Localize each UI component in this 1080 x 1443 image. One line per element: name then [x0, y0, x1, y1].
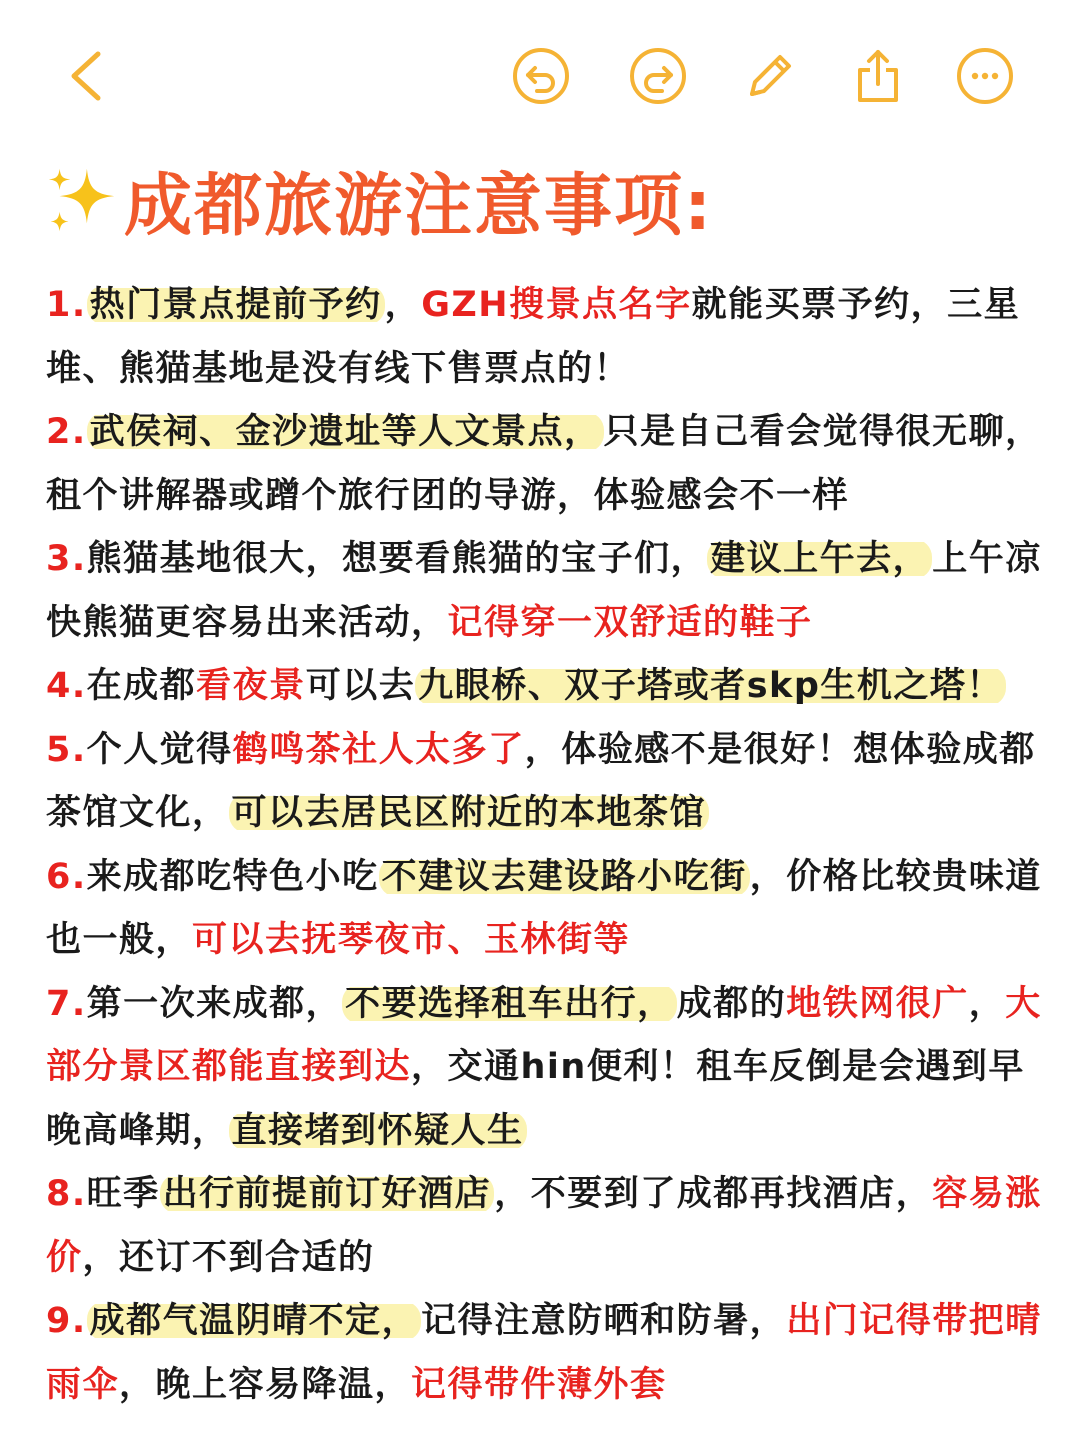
- back-chevron-icon[interactable]: [58, 46, 118, 106]
- tip-text: 上午凉快熊猫更容易出来活动，: [46, 539, 1042, 643]
- highlighted-text: 直接堵到怀疑人生: [229, 1111, 527, 1151]
- redo-icon[interactable]: [628, 46, 688, 106]
- tip-item: [46, 401, 1046, 528]
- title-text: 成都旅游注意事项:: [124, 166, 714, 246]
- highlighted-text: 不建议去建设路小吃街: [379, 857, 750, 897]
- undo-icon[interactable]: [511, 46, 571, 106]
- highlighted-text: 可以去居民区附近的本地茶馆: [229, 793, 710, 833]
- highlighted-text: 成都气温阴晴不定，: [87, 1301, 422, 1341]
- more-icon[interactable]: [955, 46, 1015, 106]
- tip-item: [46, 655, 1046, 719]
- tip-item: [46, 973, 1046, 1164]
- emphasis-text: 大部分景区都能直接到达: [46, 983, 1042, 1087]
- emphasis-text: 地铁网很广: [786, 983, 969, 1024]
- highlighted-text: 出行前提前订好酒店: [160, 1174, 495, 1214]
- tip-text: 记得注意防晒和防暑，: [421, 1301, 787, 1341]
- tip-text: 旺季: [86, 1174, 160, 1214]
- tip-text: 就能买票予约，三星堆、熊猫基地是没有线下售票点的！: [46, 285, 1021, 389]
- tip-number: 8.: [46, 1174, 87, 1214]
- emphasis-text: 记得穿一双舒适的鞋子: [447, 602, 813, 643]
- share-icon[interactable]: [848, 46, 908, 106]
- tip-number: 6.: [46, 856, 87, 897]
- page-title: [44, 150, 713, 250]
- tip-number: 1.: [46, 285, 87, 325]
- tip-text: ，体验感不是很好！想体验成都茶馆文化，: [46, 729, 1036, 833]
- sparkles-icon: [44, 161, 122, 239]
- tip-number: 2.: [46, 412, 87, 452]
- tip-item: [46, 1290, 1046, 1417]
- highlighted-text: 九眼桥、双子塔或者skp生机之塔！: [415, 666, 1006, 706]
- highlighted-text: 武侯祠、金沙遗址等人文景点，: [87, 412, 604, 452]
- emphasis-text: 看夜景: [196, 666, 306, 706]
- tip-item: [46, 1163, 1046, 1290]
- pencil-icon[interactable]: [740, 46, 800, 106]
- tip-number: 9.: [46, 1301, 87, 1341]
- highlighted-text: 热门景点提前予约: [87, 285, 385, 325]
- tip-text: 熊猫基地很大，想要看熊猫的宝子们，: [86, 539, 708, 579]
- tip-text: 只是自己看会觉得很无聊，租个讲解器或蹭个旅行团的导游，体验感会不一样: [46, 412, 1042, 516]
- tip-number: 7.: [46, 983, 87, 1024]
- tip-text: ，不要到了成都再找酒店，: [494, 1174, 933, 1214]
- tip-text: ，价格比较贵味道也一般，: [46, 856, 1042, 960]
- tip-text: ，还订不到合适的: [82, 1237, 375, 1278]
- tip-text: ，交通hin便利！租车反倒是会遇到早晚高峰期，: [46, 1047, 1025, 1151]
- tip-text: 来成都吃特色小吃: [86, 856, 379, 897]
- highlighted-text: 不要选择租车出行，: [342, 984, 677, 1024]
- tip-text: ，晚上容易降温，: [119, 1364, 412, 1405]
- emphasis-text: 鹤鸣茶社人太多了: [232, 729, 525, 770]
- tip-item: [46, 719, 1046, 846]
- emphasis-text: 可以去抚琴夜市、玉林街等: [192, 920, 631, 960]
- tip-number: 3.: [46, 539, 87, 579]
- highlighted-text: 建议上午去，: [707, 539, 932, 579]
- tip-number: 4.: [46, 666, 87, 706]
- tip-text: 在成都: [86, 666, 197, 706]
- tip-number: 5.: [46, 729, 87, 770]
- tip-item: [46, 528, 1046, 655]
- tip-item: [46, 274, 1046, 401]
- tip-text: 成都的: [676, 983, 787, 1024]
- tip-text: 可以去: [305, 666, 416, 706]
- emphasis-text: 出门记得带把晴雨伞: [46, 1301, 1042, 1405]
- tip-text: ，: [384, 285, 422, 325]
- tip-text: 个人觉得: [86, 729, 233, 770]
- emphasis-text: 容易涨价: [46, 1174, 1042, 1278]
- tip-text: ，: [968, 983, 1006, 1024]
- toolbar: [0, 0, 1080, 150]
- emphasis-text: 记得带件薄外套: [411, 1364, 667, 1405]
- emphasis-text: GZH搜景点名字: [421, 285, 692, 325]
- tip-text: 第一次来成都，: [86, 983, 343, 1024]
- tips-list: [46, 274, 1046, 1417]
- tip-item: [46, 846, 1046, 973]
